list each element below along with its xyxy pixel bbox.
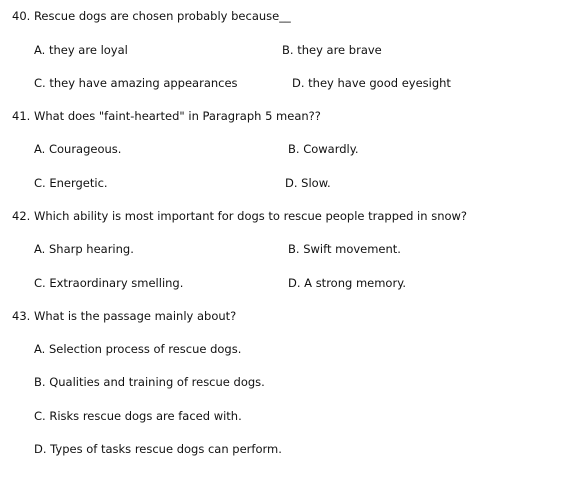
question-42-option-c: C. Extraordinary smelling. <box>34 276 184 290</box>
question-43-option-a: A. Selection process of rescue dogs. <box>34 342 242 356</box>
question-40-option-b: B. they are brave <box>282 43 382 57</box>
question-40-option-d: D. they have good eyesight <box>292 76 451 90</box>
question-41-option-a: A. Courageous. <box>34 142 122 156</box>
question-41-stem: 41. What does "faint-hearted" in Paragraph 5 mean?? <box>12 109 321 123</box>
question-43-stem: 43. What is the passage mainly about? <box>12 309 237 323</box>
question-40-option-c: C. they have amazing appearances <box>34 76 238 90</box>
question-41-option-b: B. Cowardly. <box>288 142 359 156</box>
question-41-option-c: C. Energetic. <box>34 176 108 190</box>
question-40-stem: 40. Rescue dogs are chosen probably because__ <box>12 9 291 23</box>
question-43-option-d: D. Types of tasks rescue dogs can perform. <box>34 442 282 456</box>
question-42-option-d: D. A strong memory. <box>288 276 407 290</box>
question-42-stem: 42. Which ability is most important for dogs to rescue people trapped in snow? <box>12 209 468 223</box>
question-41-option-d: D. Slow. <box>285 176 331 190</box>
question-40-option-a: A. they are loyal <box>34 43 128 57</box>
question-43-option-b: B. Qualities and training of rescue dogs. <box>34 375 265 389</box>
question-42-option-b: B. Swift movement. <box>288 242 401 256</box>
question-42-option-a: A. Sharp hearing. <box>34 242 134 256</box>
question-43-option-c: C. Risks rescue dogs are faced with. <box>34 409 242 423</box>
